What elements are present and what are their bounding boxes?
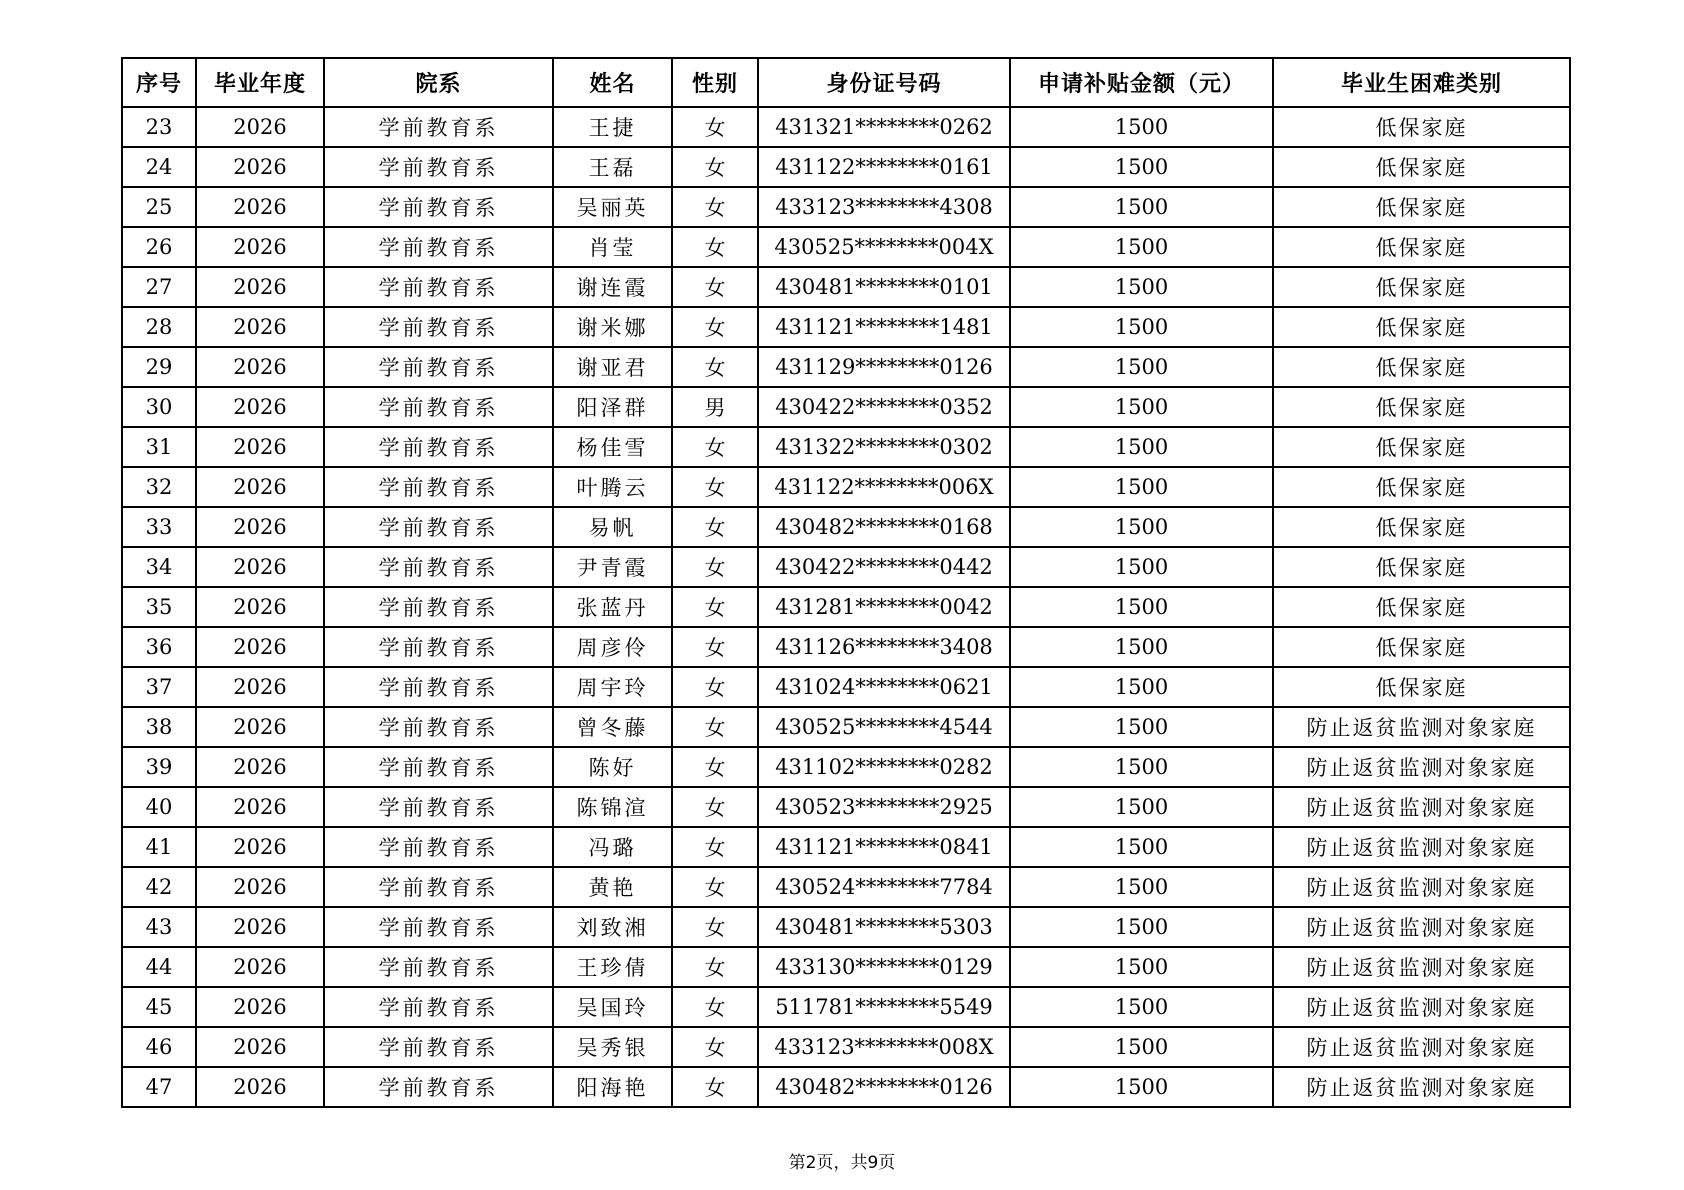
cell-hardship-category: 防止返贫监测对象家庭	[1273, 987, 1570, 1027]
cell-id-number: 430481********0101	[758, 267, 1010, 307]
cell-hardship-category: 低保家庭	[1273, 467, 1570, 507]
table-header	[122, 58, 1570, 107]
table-row	[122, 627, 1570, 667]
cell-index: 43	[122, 907, 196, 947]
cell-index: 45	[122, 987, 196, 1027]
col-header-grad-year: 毕业年度	[196, 58, 324, 107]
cell-index: 32	[122, 467, 196, 507]
cell-hardship-category: 低保家庭	[1273, 627, 1570, 667]
cell-gender: 女	[672, 747, 758, 787]
table-row	[122, 107, 1570, 147]
cell-id-number: 431321********0262	[758, 107, 1010, 147]
table-row	[122, 307, 1570, 347]
cell-index: 31	[122, 427, 196, 467]
table-row	[122, 747, 1570, 787]
cell-index: 35	[122, 587, 196, 627]
table-row	[122, 347, 1570, 387]
col-header-subsidy-amount: 申请补贴金额（元）	[1010, 58, 1273, 107]
cell-gender: 男	[672, 387, 758, 427]
cell-subsidy-amount: 1500	[1010, 827, 1273, 867]
cell-subsidy-amount: 1500	[1010, 987, 1273, 1027]
cell-index: 24	[122, 147, 196, 187]
cell-department: 学前教育系	[324, 667, 553, 707]
header-row	[122, 58, 1570, 107]
cell-hardship-category: 低保家庭	[1273, 147, 1570, 187]
cell-grad-year: 2026	[196, 187, 324, 227]
cell-subsidy-amount: 1500	[1010, 307, 1273, 347]
cell-name: 吴国玲	[553, 987, 672, 1027]
cell-name: 王磊	[553, 147, 672, 187]
cell-index: 38	[122, 707, 196, 747]
cell-gender: 女	[672, 627, 758, 667]
cell-subsidy-amount: 1500	[1010, 667, 1273, 707]
cell-gender: 女	[672, 347, 758, 387]
cell-name: 王珍倩	[553, 947, 672, 987]
cell-department: 学前教育系	[324, 787, 553, 827]
cell-index: 33	[122, 507, 196, 547]
cell-hardship-category: 防止返贫监测对象家庭	[1273, 1027, 1570, 1067]
cell-id-number: 430525********004X	[758, 227, 1010, 267]
cell-subsidy-amount: 1500	[1010, 387, 1273, 427]
cell-gender: 女	[672, 547, 758, 587]
cell-name: 张蓝丹	[553, 587, 672, 627]
cell-index: 46	[122, 1027, 196, 1067]
cell-subsidy-amount: 1500	[1010, 947, 1273, 987]
cell-id-number: 431102********0282	[758, 747, 1010, 787]
cell-department: 学前教育系	[324, 707, 553, 747]
cell-grad-year: 2026	[196, 547, 324, 587]
cell-name: 尹青霞	[553, 547, 672, 587]
cell-subsidy-amount: 1500	[1010, 507, 1273, 547]
cell-gender: 女	[672, 427, 758, 467]
cell-gender: 女	[672, 107, 758, 147]
cell-gender: 女	[672, 187, 758, 227]
cell-name: 曾冬藤	[553, 707, 672, 747]
cell-department: 学前教育系	[324, 387, 553, 427]
cell-grad-year: 2026	[196, 827, 324, 867]
table-row	[122, 1027, 1570, 1067]
cell-grad-year: 2026	[196, 307, 324, 347]
cell-hardship-category: 防止返贫监测对象家庭	[1273, 867, 1570, 907]
table-row	[122, 827, 1570, 867]
table-row	[122, 667, 1570, 707]
cell-name: 王捷	[553, 107, 672, 147]
cell-id-number: 430482********0168	[758, 507, 1010, 547]
cell-hardship-category: 低保家庭	[1273, 107, 1570, 147]
cell-index: 34	[122, 547, 196, 587]
table-row	[122, 1067, 1570, 1107]
cell-subsidy-amount: 1500	[1010, 427, 1273, 467]
cell-name: 杨佳雪	[553, 427, 672, 467]
cell-index: 26	[122, 227, 196, 267]
table-row	[122, 547, 1570, 587]
cell-id-number: 431121********1481	[758, 307, 1010, 347]
cell-id-number: 430525********4544	[758, 707, 1010, 747]
page-number: 第2页，共9页	[788, 1153, 896, 1173]
cell-subsidy-amount: 1500	[1010, 627, 1273, 667]
cell-index: 40	[122, 787, 196, 827]
cell-subsidy-amount: 1500	[1010, 1067, 1273, 1107]
cell-subsidy-amount: 1500	[1010, 707, 1273, 747]
cell-hardship-category: 低保家庭	[1273, 307, 1570, 347]
cell-grad-year: 2026	[196, 867, 324, 907]
table-row	[122, 987, 1570, 1027]
cell-hardship-category: 低保家庭	[1273, 387, 1570, 427]
cell-hardship-category: 防止返贫监测对象家庭	[1273, 707, 1570, 747]
cell-name: 周宇玲	[553, 667, 672, 707]
table-row	[122, 187, 1570, 227]
cell-grad-year: 2026	[196, 507, 324, 547]
cell-grad-year: 2026	[196, 107, 324, 147]
cell-department: 学前教育系	[324, 987, 553, 1027]
cell-name: 谢米娜	[553, 307, 672, 347]
cell-gender: 女	[672, 467, 758, 507]
cell-index: 41	[122, 827, 196, 867]
cell-gender: 女	[672, 227, 758, 267]
cell-subsidy-amount: 1500	[1010, 347, 1273, 387]
cell-id-number: 430524********7784	[758, 867, 1010, 907]
cell-name: 谢连霞	[553, 267, 672, 307]
cell-subsidy-amount: 1500	[1010, 147, 1273, 187]
cell-grad-year: 2026	[196, 267, 324, 307]
cell-hardship-category: 防止返贫监测对象家庭	[1273, 747, 1570, 787]
cell-grad-year: 2026	[196, 947, 324, 987]
col-header-id-number: 身份证号码	[758, 58, 1010, 107]
table-row	[122, 707, 1570, 747]
table-row	[122, 147, 1570, 187]
cell-department: 学前教育系	[324, 587, 553, 627]
cell-name: 陈好	[553, 747, 672, 787]
cell-hardship-category: 防止返贫监测对象家庭	[1273, 947, 1570, 987]
cell-subsidy-amount: 1500	[1010, 547, 1273, 587]
cell-name: 冯璐	[553, 827, 672, 867]
cell-department: 学前教育系	[324, 907, 553, 947]
cell-department: 学前教育系	[324, 1067, 553, 1107]
cell-department: 学前教育系	[324, 507, 553, 547]
cell-id-number: 433130********0129	[758, 947, 1010, 987]
cell-gender: 女	[672, 947, 758, 987]
cell-grad-year: 2026	[196, 627, 324, 667]
cell-gender: 女	[672, 707, 758, 747]
cell-grad-year: 2026	[196, 747, 324, 787]
cell-name: 陈锦渲	[553, 787, 672, 827]
cell-id-number: 430523********2925	[758, 787, 1010, 827]
cell-grad-year: 2026	[196, 707, 324, 747]
cell-gender: 女	[672, 307, 758, 347]
cell-id-number: 433123********008X	[758, 1027, 1010, 1067]
cell-id-number: 431024********0621	[758, 667, 1010, 707]
cell-hardship-category: 低保家庭	[1273, 227, 1570, 267]
cell-grad-year: 2026	[196, 347, 324, 387]
cell-index: 29	[122, 347, 196, 387]
cell-grad-year: 2026	[196, 667, 324, 707]
cell-index: 42	[122, 867, 196, 907]
cell-hardship-category: 防止返贫监测对象家庭	[1273, 907, 1570, 947]
cell-subsidy-amount: 1500	[1010, 227, 1273, 267]
cell-gender: 女	[672, 987, 758, 1027]
cell-hardship-category: 防止返贫监测对象家庭	[1273, 1067, 1570, 1107]
col-header-hardship-category: 毕业生困难类别	[1273, 58, 1570, 107]
table-row	[122, 267, 1570, 307]
cell-subsidy-amount: 1500	[1010, 747, 1273, 787]
cell-id-number: 433123********4308	[758, 187, 1010, 227]
cell-name: 阳海艳	[553, 1067, 672, 1107]
cell-grad-year: 2026	[196, 227, 324, 267]
cell-department: 学前教育系	[324, 547, 553, 587]
cell-grad-year: 2026	[196, 907, 324, 947]
cell-grad-year: 2026	[196, 1027, 324, 1067]
col-header-department: 院系	[324, 58, 553, 107]
cell-index: 39	[122, 747, 196, 787]
cell-gender: 女	[672, 867, 758, 907]
cell-name: 叶腾云	[553, 467, 672, 507]
cell-id-number: 511781********5549	[758, 987, 1010, 1027]
cell-hardship-category: 低保家庭	[1273, 587, 1570, 627]
cell-name: 吴丽英	[553, 187, 672, 227]
cell-name: 肖莹	[553, 227, 672, 267]
cell-department: 学前教育系	[324, 267, 553, 307]
cell-index: 28	[122, 307, 196, 347]
table-row	[122, 387, 1570, 427]
cell-id-number: 431322********0302	[758, 427, 1010, 467]
cell-subsidy-amount: 1500	[1010, 587, 1273, 627]
cell-hardship-category: 防止返贫监测对象家庭	[1273, 787, 1570, 827]
cell-department: 学前教育系	[324, 947, 553, 987]
cell-index: 36	[122, 627, 196, 667]
cell-department: 学前教育系	[324, 747, 553, 787]
cell-hardship-category: 低保家庭	[1273, 507, 1570, 547]
cell-grad-year: 2026	[196, 387, 324, 427]
cell-name: 刘致湘	[553, 907, 672, 947]
cell-subsidy-amount: 1500	[1010, 187, 1273, 227]
cell-hardship-category: 低保家庭	[1273, 347, 1570, 387]
cell-hardship-category: 防止返贫监测对象家庭	[1273, 827, 1570, 867]
cell-hardship-category: 低保家庭	[1273, 267, 1570, 307]
cell-id-number: 431129********0126	[758, 347, 1010, 387]
cell-id-number: 431122********0161	[758, 147, 1010, 187]
cell-department: 学前教育系	[324, 347, 553, 387]
cell-department: 学前教育系	[324, 147, 553, 187]
subsidy-table-container	[121, 57, 1569, 1108]
table-row	[122, 787, 1570, 827]
cell-grad-year: 2026	[196, 467, 324, 507]
cell-department: 学前教育系	[324, 827, 553, 867]
cell-index: 27	[122, 267, 196, 307]
cell-id-number: 430422********0352	[758, 387, 1010, 427]
cell-department: 学前教育系	[324, 307, 553, 347]
table-body	[122, 107, 1570, 1107]
cell-id-number: 431122********006X	[758, 467, 1010, 507]
table-row	[122, 427, 1570, 467]
table-row	[122, 947, 1570, 987]
cell-index: 23	[122, 107, 196, 147]
table-row	[122, 587, 1570, 627]
cell-gender: 女	[672, 507, 758, 547]
cell-department: 学前教育系	[324, 867, 553, 907]
table-row	[122, 867, 1570, 907]
cell-id-number: 431126********3408	[758, 627, 1010, 667]
cell-department: 学前教育系	[324, 227, 553, 267]
cell-index: 44	[122, 947, 196, 987]
cell-index: 30	[122, 387, 196, 427]
subsidy-table	[121, 57, 1571, 1108]
col-header-index: 序号	[122, 58, 196, 107]
cell-hardship-category: 低保家庭	[1273, 547, 1570, 587]
cell-gender: 女	[672, 587, 758, 627]
cell-id-number: 430482********0126	[758, 1067, 1010, 1107]
cell-grad-year: 2026	[196, 1067, 324, 1107]
cell-gender: 女	[672, 147, 758, 187]
cell-department: 学前教育系	[324, 107, 553, 147]
table-row	[122, 227, 1570, 267]
cell-name: 黄艳	[553, 867, 672, 907]
cell-index: 37	[122, 667, 196, 707]
cell-id-number: 431281********0042	[758, 587, 1010, 627]
col-header-name: 姓名	[553, 58, 672, 107]
cell-gender: 女	[672, 667, 758, 707]
cell-index: 25	[122, 187, 196, 227]
cell-name: 易帆	[553, 507, 672, 547]
cell-name: 谢亚君	[553, 347, 672, 387]
cell-gender: 女	[672, 787, 758, 827]
cell-index: 47	[122, 1067, 196, 1107]
cell-gender: 女	[672, 907, 758, 947]
cell-gender: 女	[672, 1027, 758, 1067]
cell-subsidy-amount: 1500	[1010, 1027, 1273, 1067]
table-row	[122, 907, 1570, 947]
col-header-gender: 性别	[672, 58, 758, 107]
cell-subsidy-amount: 1500	[1010, 907, 1273, 947]
cell-gender: 女	[672, 827, 758, 867]
cell-department: 学前教育系	[324, 467, 553, 507]
cell-hardship-category: 低保家庭	[1273, 427, 1570, 467]
cell-subsidy-amount: 1500	[1010, 787, 1273, 827]
cell-department: 学前教育系	[324, 627, 553, 667]
cell-name: 阳泽群	[553, 387, 672, 427]
cell-gender: 女	[672, 1067, 758, 1107]
cell-name: 周彦伶	[553, 627, 672, 667]
table-row	[122, 467, 1570, 507]
table-row	[122, 507, 1570, 547]
cell-grad-year: 2026	[196, 787, 324, 827]
cell-subsidy-amount: 1500	[1010, 467, 1273, 507]
cell-hardship-category: 低保家庭	[1273, 667, 1570, 707]
cell-subsidy-amount: 1500	[1010, 867, 1273, 907]
cell-department: 学前教育系	[324, 427, 553, 467]
cell-subsidy-amount: 1500	[1010, 267, 1273, 307]
cell-grad-year: 2026	[196, 987, 324, 1027]
cell-grad-year: 2026	[196, 427, 324, 467]
cell-grad-year: 2026	[196, 587, 324, 627]
cell-subsidy-amount: 1500	[1010, 107, 1273, 147]
cell-gender: 女	[672, 267, 758, 307]
cell-department: 学前教育系	[324, 1027, 553, 1067]
cell-grad-year: 2026	[196, 147, 324, 187]
cell-name: 吴秀银	[553, 1027, 672, 1067]
cell-id-number: 430422********0442	[758, 547, 1010, 587]
cell-id-number: 431121********0841	[758, 827, 1010, 867]
cell-id-number: 430481********5303	[758, 907, 1010, 947]
cell-hardship-category: 低保家庭	[1273, 187, 1570, 227]
cell-department: 学前教育系	[324, 187, 553, 227]
